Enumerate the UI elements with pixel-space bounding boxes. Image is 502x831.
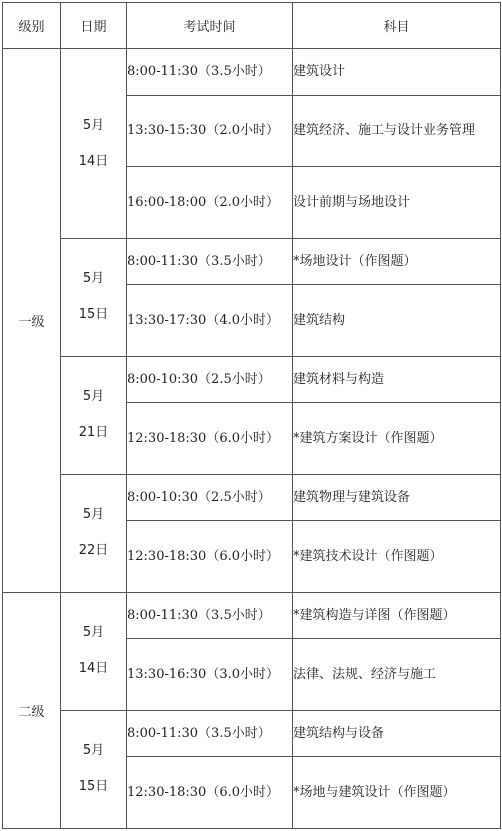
header-date: 日期 — [61, 3, 127, 49]
date-cell — [61, 592, 127, 710]
exam-schedule-table — [2, 2, 501, 829]
level-cell: 一级 — [3, 49, 61, 593]
time-cell: 8:00-11:30（3.5小时） — [127, 238, 293, 284]
time-cell: 12:30-18:30（6.0小时） — [127, 403, 293, 475]
time-cell: 16:00-18:00（2.0小时） — [127, 167, 293, 239]
subject-cell: *建筑技术设计（作图题） — [293, 521, 501, 593]
date-month: 5月 — [82, 507, 105, 523]
time-cell: 12:30-18:30（6.0小时） — [127, 757, 293, 829]
time-cell: 13:30-16:30（3.0小时） — [127, 639, 293, 711]
date-day: 22日 — [78, 543, 109, 559]
table-row — [3, 710, 501, 756]
date-day: 15日 — [78, 307, 109, 323]
time-cell: 13:30-15:30（2.0小时） — [127, 95, 293, 167]
subject-cell: *建筑构造与详图（作图题） — [293, 592, 501, 638]
date-month: 5月 — [82, 271, 105, 287]
date-month: 5月 — [82, 743, 105, 759]
date-day: 21日 — [78, 425, 109, 441]
time-cell: 8:00-11:30（3.5小时） — [127, 592, 293, 638]
table-row — [3, 238, 501, 284]
date-day: 14日 — [78, 661, 109, 677]
table-row — [3, 49, 501, 95]
subject-cell: 建筑经济、施工与设计业务管理 — [293, 95, 501, 167]
date-cell — [61, 710, 127, 828]
subject-cell: *场地设计（作图题） — [293, 238, 501, 284]
table-row — [3, 356, 501, 402]
date-cell — [61, 238, 127, 356]
table-row — [3, 474, 501, 520]
subject-cell: 设计前期与场地设计 — [293, 167, 501, 239]
date-day: 15日 — [78, 779, 109, 795]
time-cell: 8:00-10:30（2.5小时） — [127, 356, 293, 402]
subject-cell: 建筑结构 — [293, 285, 501, 357]
date-cell — [61, 49, 127, 239]
date-cell — [61, 356, 127, 474]
header-time: 考试时间 — [127, 3, 293, 49]
subject-cell: 建筑材料与构造 — [293, 356, 501, 402]
date-month: 5月 — [82, 625, 105, 641]
subject-cell: *场地与建筑设计（作图题） — [293, 757, 501, 829]
subject-cell: 建筑物理与建筑设备 — [293, 474, 501, 520]
subject-cell: 建筑结构与设备 — [293, 710, 501, 756]
time-cell: 12:30-18:30（6.0小时） — [127, 521, 293, 593]
table-header-row — [3, 3, 501, 49]
date-month: 5月 — [82, 389, 105, 405]
subject-cell: 建筑设计 — [293, 49, 501, 95]
date-month: 5月 — [82, 117, 105, 133]
time-cell: 8:00-11:30（3.5小时） — [127, 710, 293, 756]
table-row — [3, 592, 501, 638]
header-subject: 科目 — [293, 3, 501, 49]
date-day: 14日 — [78, 153, 109, 169]
date-cell — [61, 474, 127, 592]
subject-cell: 法律、法规、经济与施工 — [293, 639, 501, 711]
time-cell: 8:00-11:30（3.5小时） — [127, 49, 293, 95]
time-cell: 13:30-17:30（4.0小时） — [127, 285, 293, 357]
level-cell: 二级 — [3, 592, 61, 828]
subject-cell: *建筑方案设计（作图题） — [293, 403, 501, 475]
header-level: 级别 — [3, 3, 61, 49]
time-cell: 8:00-10:30（2.5小时） — [127, 474, 293, 520]
